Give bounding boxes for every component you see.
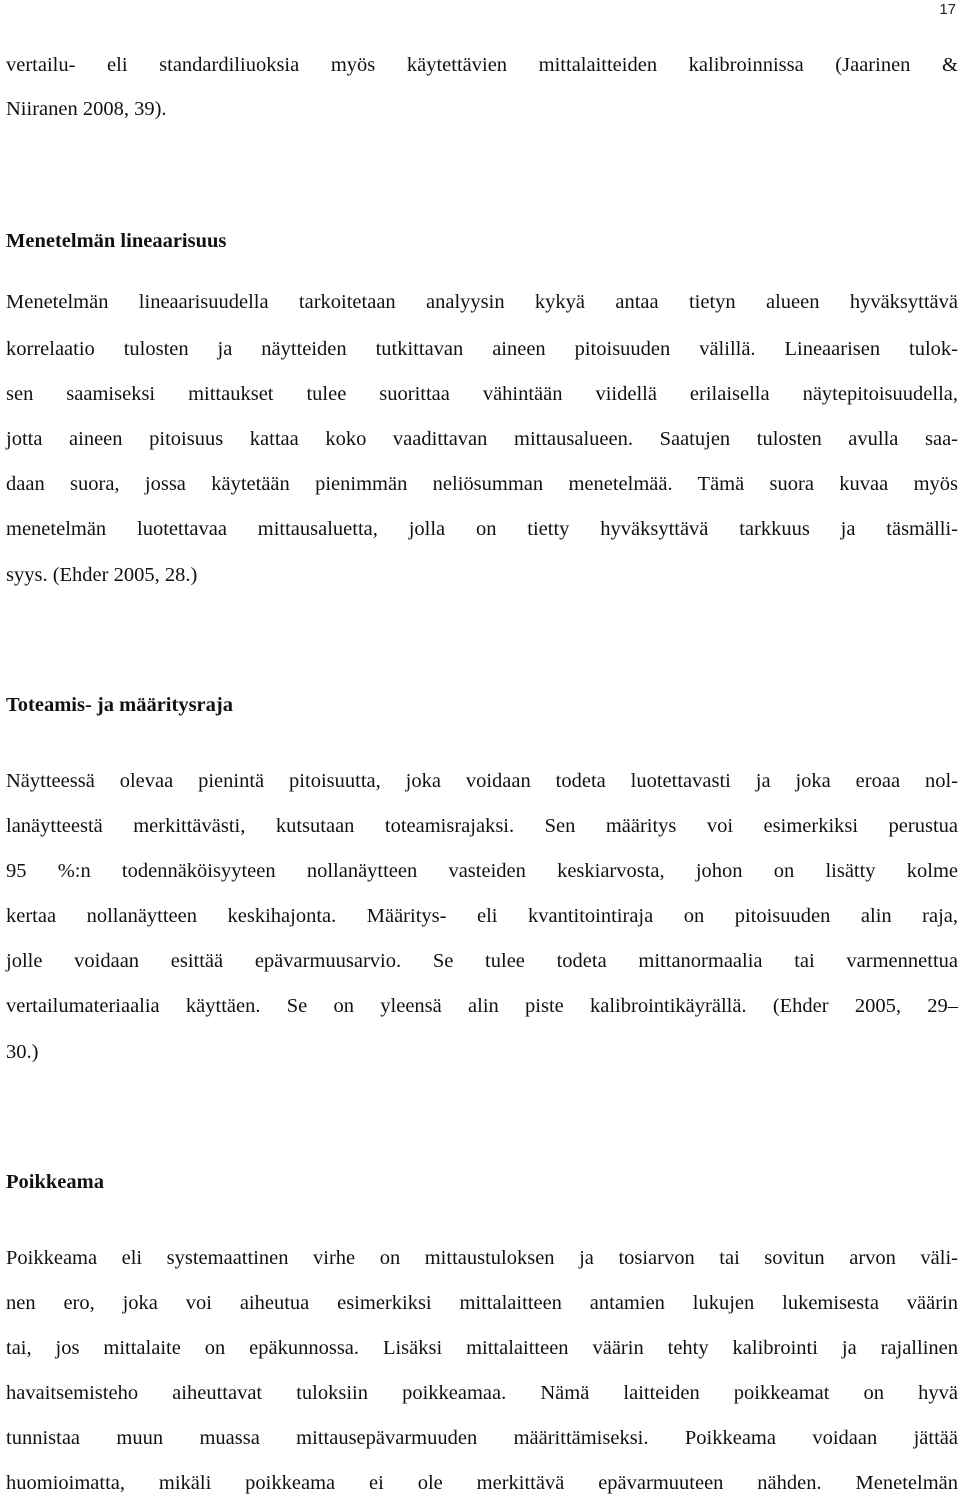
paragraph-line: kertaa nollanäytteen keskihajonta. Määritys- eli kvantitointiraja on pitoisuuden alin raja, [6, 905, 958, 927]
paragraph-line: menetelmän luotettavaa mittausaluetta, jolla on tietty hyväksyttävä tarkkuus ja täsmälli- [6, 518, 958, 540]
intro-line-1: vertailu- eli standardiliuoksia myös käytettävien mittalaitteiden kalibroinnissa (Jaarinen & [6, 54, 958, 76]
paragraph-line: sen saamiseksi mittaukset tulee suorittaa vähintään viidellä erilaisella näytepitoisuudella, [6, 383, 958, 405]
paragraph-line: huomioimatta, mikäli poikkeama ei ole merkittävä epävarmuuteen nähden. Menetelmän [6, 1472, 958, 1494]
paragraph-line: korrelaatio tulosten ja näytteiden tutkittavan aineen pitoisuuden välillä. Lineaarisen tulok- [6, 338, 958, 360]
paragraph-line: nen ero, joka voi aiheutua esimerkiksi mittalaitteen antamien lukujen lukemisesta väärin [6, 1292, 958, 1314]
paragraph-line: vertailumateriaalia käyttäen. Se on yleensä alin piste kalibrointikäyrällä. (Ehder 2005, 29– [6, 995, 958, 1017]
paragraph-line: syys. (Ehder 2005, 28.) [6, 564, 198, 586]
paragraph-line: Näytteessä olevaa pienintä pitoisuutta, joka voidaan todeta luotettavasti ja joka eroaa nol- [6, 770, 958, 792]
paragraph-line: jolle voidaan esittää epävarmuusarvio. Se tulee todeta mittanormaalia tai varmennettua [6, 950, 958, 972]
paragraph-line: 95 %:n todennäköisyyteen nollanäytteen vasteiden keskiarvosta, johon on lisätty kolme [6, 860, 958, 882]
paragraph-line: Poikkeama eli systemaattinen virhe on mittaustuloksen ja tosiarvon tai sovitun arvon väli- [6, 1247, 958, 1269]
intro-line-2: Niiranen 2008, 39). [6, 98, 167, 120]
section-heading-lineaarisuus: Menetelmän lineaarisuus [6, 230, 227, 252]
section-heading-poikkeama: Poikkeama [6, 1171, 104, 1193]
paragraph-line: tunnistaa muun muassa mittausepävarmuuden määrittämiseksi. Poikkeama voidaan jättää [6, 1427, 958, 1449]
paragraph-line: havaitsemisteho aiheuttavat tuloksiin poikkeamaa. Nämä laitteiden poikkeamat on hyvä [6, 1382, 958, 1404]
paragraph-line: lanäytteestä merkittävästi, kutsutaan toteamisrajaksi. Sen määritys voi esimerkiksi perustua [6, 815, 958, 837]
page-number: 17 [939, 1, 956, 18]
paragraph-line: tai, jos mittalaite on epäkunnossa. Lisäksi mittalaitteen väärin tehty kalibrointi ja rajallinen [6, 1337, 958, 1359]
paragraph-line: daan suora, jossa käytetään pienimmän neliösumman menetelmää. Tämä suora kuvaa myös [6, 473, 958, 495]
paragraph-line: 30.) [6, 1041, 39, 1063]
section-heading-toteamisraja: Toteamis- ja määritysraja [6, 694, 233, 716]
paragraph-line: Menetelmän lineaarisuudella tarkoitetaan analyysin kykyä antaa tietyn alueen hyväksyttävä [6, 291, 958, 313]
paragraph-line: jotta aineen pitoisuus kattaa koko vaadittavan mittausalueen. Saatujen tulosten avulla saa- [6, 428, 958, 450]
